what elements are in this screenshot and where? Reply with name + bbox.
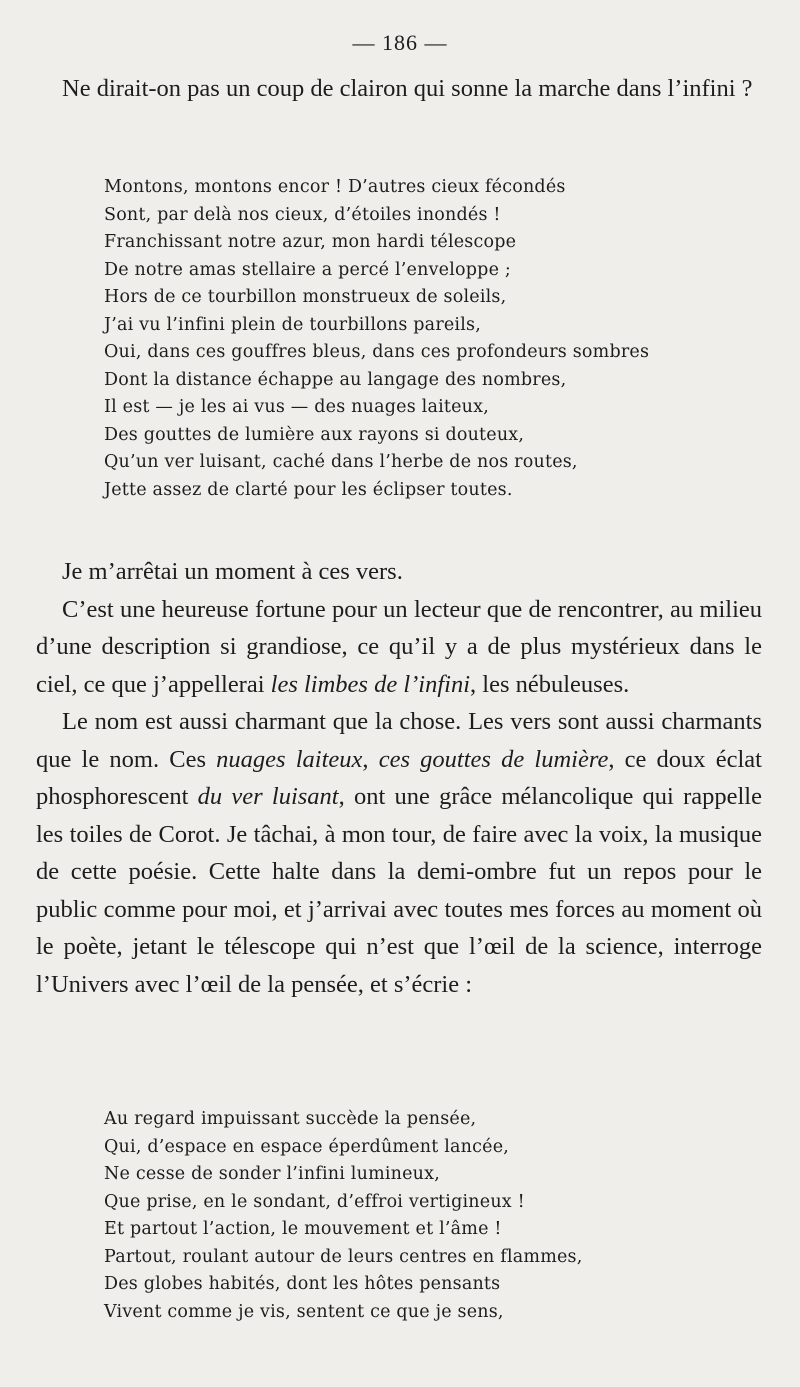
verse-line: Qui, d’espace en espace éperdûment lancée, <box>104 1136 510 1157</box>
paragraph-3-text-c: , ce doux éclat phosphorescent <box>36 745 762 810</box>
verse-line: Montons, montons encor ! D’autres cieux fécondés <box>104 177 566 197</box>
verse-line: Oui, dans ces gouffres bleus, dans ces profondeurs sombres <box>104 342 650 362</box>
paragraph-3-text-b: , <box>362 745 379 773</box>
verse-line: Il est — je les ai vus — des nuages laiteux, <box>104 397 489 417</box>
verse-line: Franchissant notre azur, mon hardi télescope <box>104 232 517 252</box>
verse-block-2 <box>104 1106 744 1326</box>
paragraph-3-text-d: , ont une grâce mélancolique qui rappelle les toiles de Corot. Je tâchai, à mon tour, de faire avec la voix, la musique de cette poésie. Cette halte dans la demi-ombre fut un repos pour le public comme pour moi, et j’arrivai avec toutes mes forces au moment où le poète, jetant le télescope qui n’est que l’œil de la science, interroge l’Univers avec l’œil de la pensée, et s’écrie : <box>36 783 762 998</box>
paragraph-3-italic-1: nuages laiteux <box>216 745 363 773</box>
verse-line: Des gouttes de lumière aux rayons si douteux, <box>104 424 525 445</box>
verse-line: Hors de ce tourbillon monstrueux de soleils, <box>104 287 507 307</box>
verse-line: Ne cesse de sonder l’infini lumineux, <box>104 1164 440 1184</box>
paragraph-2-italic-1: les limbes de l’infini <box>270 670 471 698</box>
paragraph-3-text-a: Le nom est aussi charmant que la chose. Les vers sont aussi charmants que le nom. Ces <box>36 708 762 773</box>
paragraph-2-text-a: C’est une heureuse fortune pour un lecteur que de rencontrer, au milieu d’une description si grandiose, ce qu’il y a de plus mystérieux dans le ciel, ce que j’appellerai <box>36 595 762 698</box>
verse-line: Partout, roulant autour de leurs centres en flammes, <box>104 1246 583 1267</box>
paragraph-2 <box>36 591 762 704</box>
verse-block-1 <box>104 174 744 504</box>
verse-line: J’ai vu l’infini plein de tourbillons pareils, <box>104 314 481 335</box>
paragraph-3-italic-3: du ver luisant <box>197 783 339 810</box>
intro-text: Ne dirait-on pas un coup de clairon qui sonne la marche dans l’infini ? <box>62 75 753 102</box>
intro-paragraph <box>36 70 762 108</box>
verse-line: Des globes habités, dont les hôtes pensants <box>104 1274 501 1294</box>
main-prose <box>36 553 762 1003</box>
paragraph-1: Je m’arrêtai un moment à ces vers. <box>62 558 403 585</box>
paragraph-2-text-b: , les nébuleuses. <box>470 670 630 698</box>
verse-line: Que prise, en le sondant, d’effroi vertigineux ! <box>104 1191 525 1212</box>
paragraph-3-italic-2: ces gouttes de lumière <box>378 745 609 773</box>
verse-line: Vivent comme je vis, sentent ce que je sens, <box>104 1301 504 1322</box>
verse-line: Jette assez de clarté pour les éclipser toutes. <box>104 479 513 500</box>
verse-line: Dont la distance échappe au langage des nombres, <box>104 369 567 390</box>
verse-line: Au regard impuissant succède la pensée, <box>104 1109 477 1129</box>
page-number: — 186 — <box>352 30 448 55</box>
verse-line: Et partout l’action, le mouvement et l’âme ! <box>104 1219 502 1239</box>
paragraph-3 <box>36 703 762 1003</box>
verse-line: Sont, par delà nos cieux, d’étoiles inondés ! <box>104 204 501 225</box>
verse-line: De notre amas stellaire a percé l’enveloppe ; <box>104 259 511 280</box>
verse-line: Qu’un ver luisant, caché dans l’herbe de nos routes, <box>104 452 578 472</box>
